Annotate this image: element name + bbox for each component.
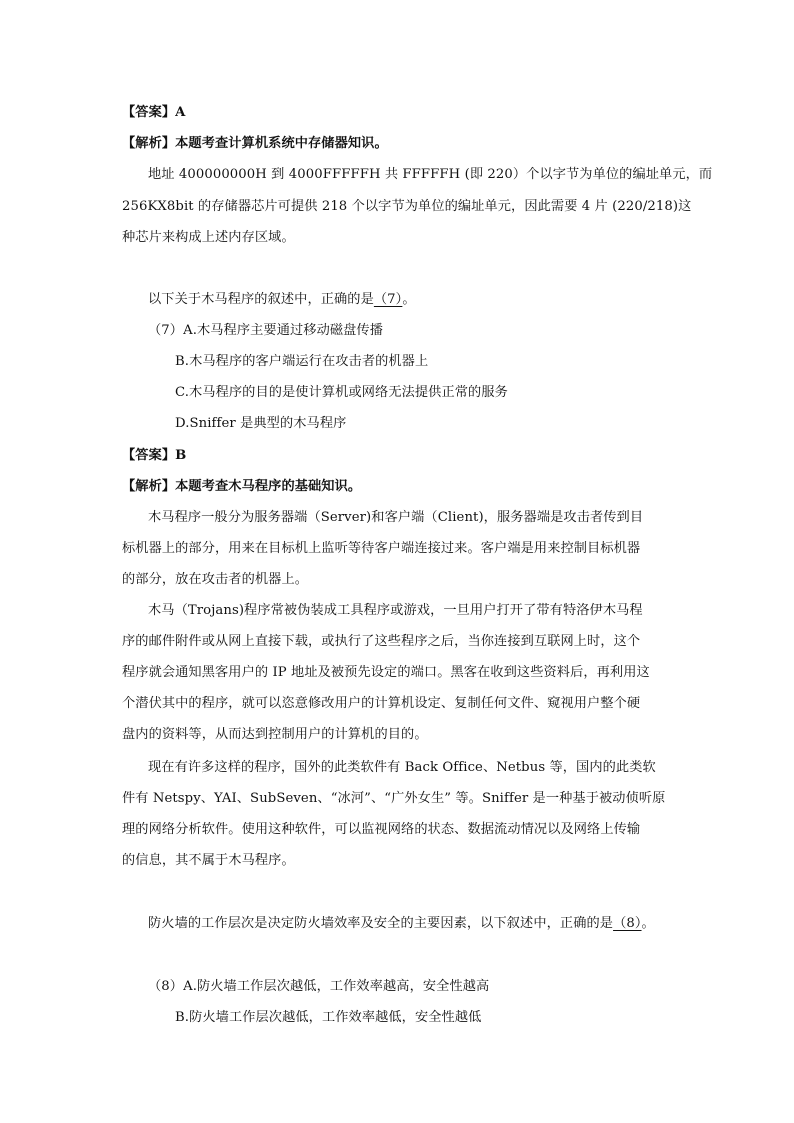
answer-label-7: 【答案】B bbox=[122, 448, 187, 463]
question-7-option-a: （7）A.木马程序主要通过移动磁盘传播 bbox=[148, 323, 384, 338]
analysis-7-p3-line-3: 理的网络分析软件。使用这种软件，可以监视网络的状态、数据流动情况以及网络上传输 bbox=[122, 822, 641, 837]
question-8-option-b: B.防火墙工作层次越低，工作效率越低，安全性越低 bbox=[175, 1010, 482, 1025]
question-7-blank: （7） bbox=[373, 292, 403, 307]
analysis-7-p1-line-3: 的部分，放在攻击者的机器上。 bbox=[122, 572, 309, 587]
analysis-7-p2-line-2: 序的邮件附件或从网上直接下载，或执行了这些程序之后，当你连接到互联网上时，这个 bbox=[122, 634, 641, 649]
analysis-7-p3-line-1: 现在有许多这样的程序，国外的此类软件有 Back Office、Netbus 等，国内的此类软 bbox=[148, 760, 656, 775]
question-7-option-d: D.Sniffer 是典型的木马程序 bbox=[175, 416, 347, 431]
analysis-7-p3-line-4: 的信息，其不属于木马程序。 bbox=[122, 853, 295, 868]
question-7-option-b: B.木马程序的客户端运行在攻击者的机器上 bbox=[175, 354, 429, 369]
question-7-stem bbox=[148, 290, 416, 310]
analysis-7-p2-line-1: 木马（Trojans)程序常被伪装成工具程序或游戏，一旦用户打开了带有特洛伊木马程 bbox=[148, 603, 643, 618]
analysis-paragraph-6-line-1: 地址 400000000H 到 4000FFFFFH 共 FFFFFH (即 220）个以字节为单位的编址单元，而 bbox=[148, 167, 713, 182]
analysis-7-p2-line-4: 个潜伏其中的程序，就可以恣意修改用户的计算机设定、复制任何文件、窥视用户整个硬 bbox=[122, 696, 641, 711]
analysis-paragraph-6-line-3: 种芯片来构成上述内存区域。 bbox=[122, 230, 295, 245]
question-8-period: 。 bbox=[641, 916, 655, 931]
question-7-text: 以下关于木马程序的叙述中，正确的是 bbox=[148, 292, 374, 307]
analysis-7-p1-line-2: 标机器上的部分，用来在目标机上监听等待客户端连接过来。客户端是用来控制目标机器 bbox=[122, 541, 641, 556]
analysis-paragraph-6-line-2: 256KX8bit 的存储器芯片可提供 218 个以字节为单位的编址单元，因此需要 4 片 (220/218)这 bbox=[122, 199, 692, 214]
question-7-period: 。 bbox=[402, 292, 416, 307]
analysis-7-p3-line-2: 件有 Netspy、YAI、SubSeven、“冰河”、“广外女生” 等。Sniffer 是一种基于被动侦听原 bbox=[122, 791, 666, 806]
analysis-7-p1-line-1: 木马程序一般分为服务器端（Server)和客户端（Client)，服务器端是攻击者传到目 bbox=[148, 510, 644, 525]
analysis-heading-7: 【解析】本题考查木马程序的基础知识。 bbox=[122, 479, 362, 494]
question-8-text: 防火墙的工作层次是决定防火墙效率及安全的主要因素，以下叙述中，正确的是 bbox=[148, 916, 614, 931]
analysis-7-p2-line-3: 程序就会通知黑客用户的 IP 地址及被预先设定的端口。黑客在收到这些资料后，再利用这 bbox=[122, 665, 650, 680]
question-8-option-a: （8）A.防火墙工作层次越低，工作效率越高，安全性越高 bbox=[148, 979, 490, 994]
analysis-heading-6: 【解析】本题考查计算机系统中存储器知识。 bbox=[122, 136, 388, 151]
question-8-stem bbox=[148, 914, 655, 934]
question-8-blank: （8） bbox=[613, 916, 642, 931]
analysis-7-p2-line-5: 盘内的资料等，从而达到控制用户的计算机的目的。 bbox=[122, 727, 428, 742]
question-7-option-c: C.木马程序的目的是使计算机或网络无法提供正常的服务 bbox=[175, 385, 508, 400]
answer-label-6: 【答案】A bbox=[122, 105, 186, 120]
